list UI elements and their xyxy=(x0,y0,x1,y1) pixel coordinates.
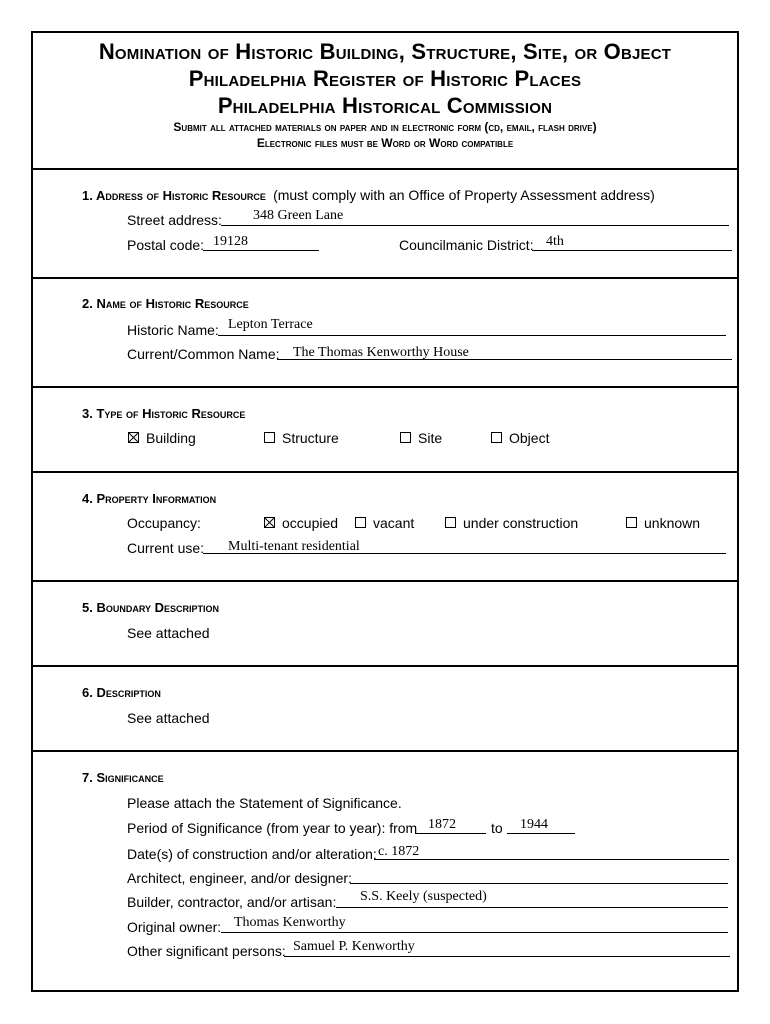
postal-code-value: 19128 xyxy=(213,234,248,249)
checked-x-icon xyxy=(265,518,274,527)
construction-dates-value: c. 1872 xyxy=(378,844,420,859)
building-label: Building xyxy=(146,430,196,446)
period-from-value: 1872 xyxy=(428,817,456,832)
section2-heading: 2. Name of Historic Resource xyxy=(82,296,249,311)
period-from-field[interactable] xyxy=(415,833,486,834)
postal-code-label: Postal code: xyxy=(127,237,205,253)
structure-checkbox[interactable] xyxy=(264,432,275,443)
occupied-checkbox[interactable] xyxy=(264,517,275,528)
section-divider xyxy=(33,665,737,667)
historic-name-label: Historic Name: xyxy=(127,322,219,338)
councilmanic-district-label: Councilmanic District: xyxy=(399,237,534,253)
significant-persons-label: Other significant persons: xyxy=(127,943,286,959)
section1-heading: 1. Address of Historic Resource (must comply with an Office of Property Assessment address) xyxy=(82,187,655,203)
structure-label: Structure xyxy=(282,430,339,446)
section4-heading: 4. Property Information xyxy=(82,491,217,506)
street-address-field[interactable] xyxy=(221,225,729,226)
postal-code-field[interactable] xyxy=(203,250,319,251)
vacant-checkbox[interactable] xyxy=(355,517,366,528)
section-divider xyxy=(33,750,737,752)
architect-field[interactable] xyxy=(350,883,728,884)
period-label: Period of Significance (from year to year): from xyxy=(127,820,418,836)
description-text: See attached xyxy=(127,710,210,726)
occupied-label: occupied xyxy=(282,515,339,531)
significant-persons-field[interactable] xyxy=(284,956,730,957)
builder-value: S.S. Keely (suspected) xyxy=(360,889,487,904)
councilmanic-district-value: 4th xyxy=(546,234,564,249)
section-divider xyxy=(33,168,737,170)
section7-heading: 7. Significance xyxy=(82,770,164,785)
building-checkbox[interactable] xyxy=(128,432,139,443)
historic-name-field[interactable] xyxy=(218,335,726,336)
common-name-value: The Thomas Kenworthy House xyxy=(293,345,469,360)
unknown-label: unknown xyxy=(644,515,701,531)
original-owner-value: Thomas Kenworthy xyxy=(234,915,346,930)
current-use-label: Current use: xyxy=(127,540,205,556)
period-to-value: 1944 xyxy=(520,817,548,832)
significant-persons-value: Samuel P. Kenworthy xyxy=(293,939,415,954)
construction-dates-field[interactable] xyxy=(374,859,729,860)
construction-dates-label: Date(s) of construction and/or alteration: xyxy=(127,846,377,862)
submit-instructions: Submit all attached materials on paper and in electronic form (cd, email, flash drive) xyxy=(173,120,597,134)
section1-note: (must comply with an Office of Property Assessment address) xyxy=(273,187,655,203)
original-owner-field[interactable] xyxy=(221,932,728,933)
section5-heading: 5. Boundary Description xyxy=(82,600,220,615)
form-title: Nomination of Historic Building, Structure, Site, or Object xyxy=(98,39,672,64)
unknown-checkbox[interactable] xyxy=(626,517,637,528)
object-checkbox[interactable] xyxy=(491,432,502,443)
boundary-description-text: See attached xyxy=(127,625,210,641)
section3-heading: 3. Type of Historic Resource xyxy=(82,406,246,421)
street-address-label: Street address: xyxy=(127,212,222,228)
historic-name-value: Lepton Terrace xyxy=(228,317,313,332)
section6-heading: 6. Description xyxy=(82,685,161,700)
under-construction-label: under construction xyxy=(463,515,579,531)
architect-label: Architect, engineer, and/or designer: xyxy=(127,870,352,886)
vacant-label: vacant xyxy=(373,515,415,531)
section-divider xyxy=(33,386,737,388)
builder-label: Builder, contractor, and/or artisan: xyxy=(127,894,337,910)
current-use-value: Multi-tenant residential xyxy=(228,539,360,554)
site-checkbox[interactable] xyxy=(400,432,411,443)
register-title: Philadelphia Register of Historic Places xyxy=(188,66,582,91)
object-label: Object xyxy=(509,430,550,446)
site-label: Site xyxy=(418,430,443,446)
councilmanic-district-field[interactable] xyxy=(532,250,732,251)
builder-field[interactable] xyxy=(336,907,728,908)
commission-title: Philadelphia Historical Commission xyxy=(217,93,553,118)
section-divider xyxy=(33,277,737,279)
section-divider xyxy=(33,471,737,473)
period-to-field[interactable] xyxy=(507,833,575,834)
original-owner-label: Original owner: xyxy=(127,919,222,935)
file-format-note: Electronic files must be Word or Word compatible xyxy=(256,136,514,150)
checked-x-icon xyxy=(129,433,138,442)
under-construction-checkbox[interactable] xyxy=(445,517,456,528)
common-name-label: Current/Common Name: xyxy=(127,346,280,362)
section-divider xyxy=(33,580,737,582)
period-to-label: to xyxy=(491,820,503,836)
street-address-value: 348 Green Lane xyxy=(253,208,344,223)
occupancy-label: Occupancy: xyxy=(127,515,201,531)
significance-instruction: Please attach the Statement of Significance. xyxy=(127,795,402,811)
